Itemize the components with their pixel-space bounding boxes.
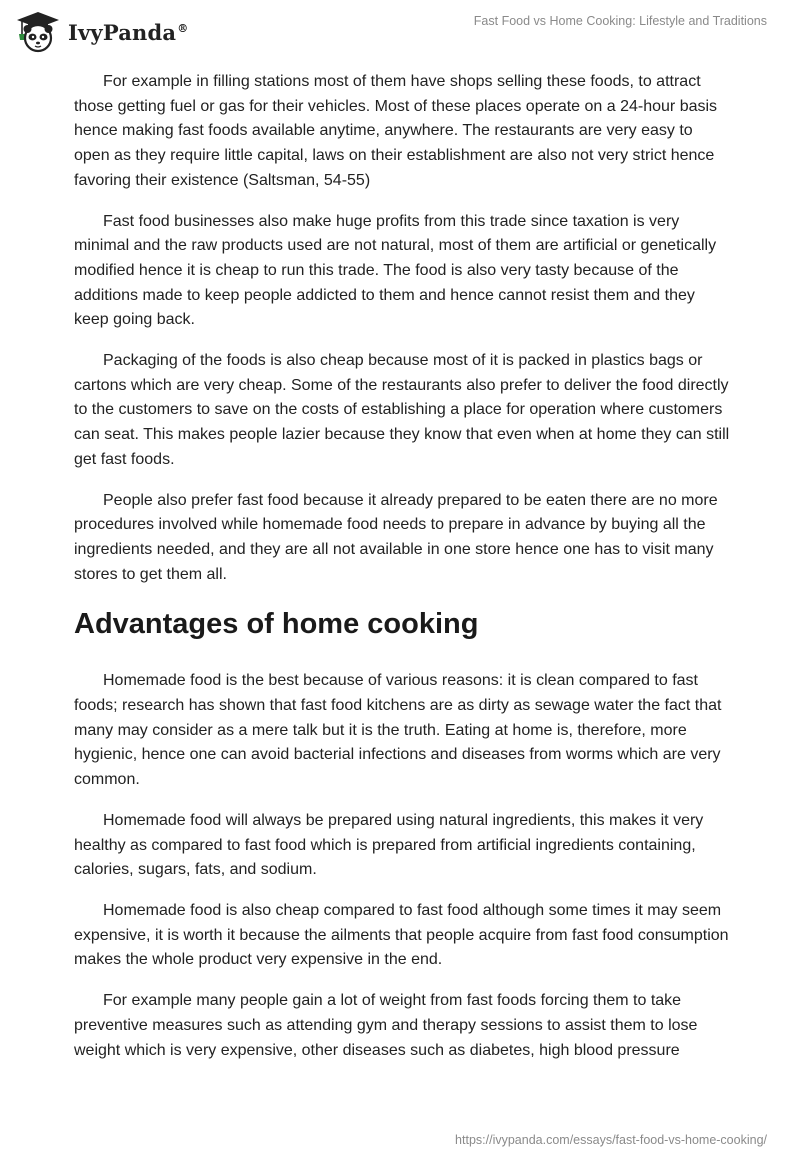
paragraph: For example many people gain a lot of weight from fast foods forcing them to take preventive measures such as attending gym and therapy sessions to assist them to lose weight which is very expensive, other diseases such as diabetes, high blood pressure	[74, 992, 698, 1059]
page-header	[0, 0, 800, 60]
panda-graduate-icon	[14, 10, 62, 54]
paragraph: Homemade food is the best because of various reasons: it is clean compared to fast foods; research has shown that fast food kitchens are as dirty as sewage water the fact that many may consider as a mere talk but it is the truth. Eating at home is, therefore, more hygienic, hence one can avoid bacterial infections and diseases from worms which are very common.	[74, 672, 722, 789]
ivypanda-logo[interactable]	[14, 8, 188, 56]
document-title: Fast Food vs Home Cooking: Lifestyle and Traditions	[473, 14, 767, 28]
brand-name: IvyPanda®	[68, 19, 189, 45]
section-heading: Advantages of home cooking	[74, 608, 479, 641]
source-url[interactable]: https://ivypanda.com/essays/fast-food-vs-home-cooking/	[455, 1133, 767, 1147]
article-body	[74, 70, 730, 1079]
paragraph: Fast food businesses also make huge profits from this trade since taxation is very minimal and the raw products used are not natural, most of them are artificial or genetically modified hence it is cheap to run this trade. The food is also very tasty because of the additions made to keep people addicted to them and hence cannot resist them and they keep going back.	[74, 212, 717, 329]
paragraph: Homemade food will always be prepared using natural ingredients, this makes it very healthy as compared to fast food which is prepared from artificial ingredients containing, calories, sugars, fats, and sodium.	[74, 811, 704, 879]
paragraph: People also prefer fast food because it already prepared to be eaten there are no more procedures involved while homemade food needs to prepare in advance by buying all the ingredients needed, and they are all not available in one store hence one has to visit many stores to get them all.	[74, 491, 718, 583]
paragraph: Homemade food is also cheap compared to fast food although some times it may seem expensive, it is worth it because the ailments that people acquire from fast food consumption makes the whole product very expensive in the end.	[74, 901, 729, 969]
paragraph: For example in filling stations most of them have shops selling these foods, to attract those getting fuel or gas for their vehicles. Most of these places operate on a 24-hour basis hence making fast foods available anytime, anywhere. The restaurants are very easy to open as they require little capital, laws on their establishment are also not very strict hence favoring their existence (Saltsman, 54-55)	[74, 73, 718, 189]
paragraph: Packaging of the foods is also cheap because most of it is packed in plastics bags or cartons which are very cheap. Some of the restaurants also prefer to deliver the food directly to the customers to save on the costs of establishing a place for operation where customers can seat. This makes people lazier because they know that even when at home they can still get fast foods.	[74, 352, 730, 468]
